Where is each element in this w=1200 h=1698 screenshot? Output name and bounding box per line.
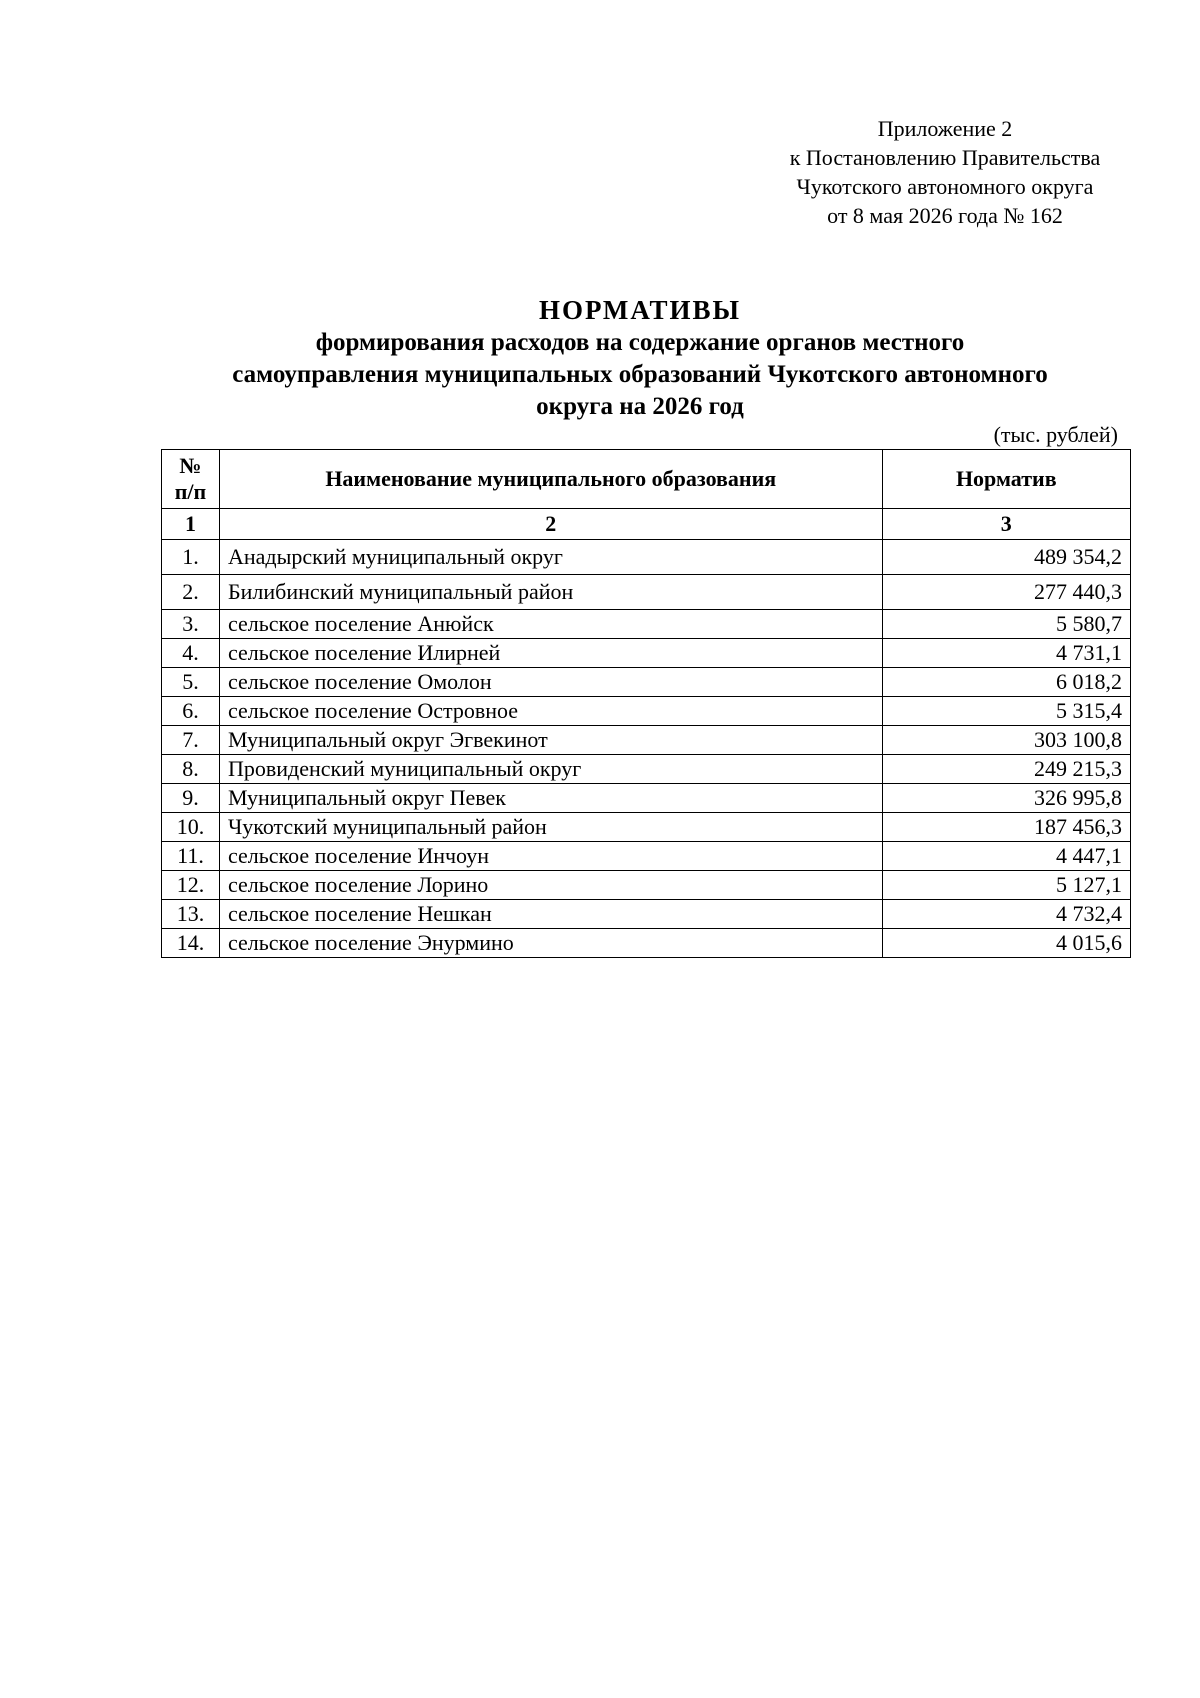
- title-subline: самоуправления муниципальных образований Чукотского автономного: [232, 361, 1048, 388]
- row-number: 7.: [162, 726, 220, 755]
- row-number: 2.: [162, 575, 220, 610]
- row-number: 5.: [162, 668, 220, 697]
- municipality-name: Муниципальный округ Эгвекинот: [219, 726, 882, 755]
- norm-value: 326 995,8: [882, 784, 1130, 813]
- header-num-line: п/п: [174, 479, 207, 504]
- appendix-line: к Постановлению Правительства: [789, 145, 1101, 170]
- row-number: 9.: [162, 784, 220, 813]
- table-row: [162, 610, 1131, 639]
- municipality-name: сельское поселение Лорино: [219, 871, 882, 900]
- municipality-name: сельское поселение Анюйск: [219, 610, 882, 639]
- table-row: [162, 929, 1131, 958]
- table-row: [162, 575, 1131, 610]
- appendix-line: Чукотского автономного округа: [796, 174, 1094, 199]
- table-row: [162, 540, 1131, 575]
- header-name: Наименование муниципального образования: [219, 450, 882, 509]
- municipality-name: Чукотский муниципальный район: [219, 813, 882, 842]
- municipality-name: сельское поселение Илирней: [219, 639, 882, 668]
- table-row: [162, 784, 1131, 813]
- norm-value: 5 315,4: [882, 697, 1130, 726]
- municipality-name: сельское поселение Энурмино: [219, 929, 882, 958]
- municipality-name: сельское поселение Инчоун: [219, 842, 882, 871]
- row-number: 3.: [162, 610, 220, 639]
- norm-value: 4 447,1: [882, 842, 1130, 871]
- municipality-name: сельское поселение Омолон: [219, 668, 882, 697]
- appendix-line: Приложение 2: [877, 116, 1013, 141]
- title-main: НОРМАТИВЫ: [538, 295, 742, 325]
- appendix-header: [760, 114, 1130, 230]
- header-num-line: №: [179, 453, 202, 478]
- row-number: 8.: [162, 755, 220, 784]
- units-label: (тыс. рублей): [993, 422, 1118, 447]
- norm-value: 6 018,2: [882, 668, 1130, 697]
- norm-value: 5 580,7: [882, 610, 1130, 639]
- norm-value: 5 127,1: [882, 871, 1130, 900]
- row-number: 14.: [162, 929, 220, 958]
- column-index: 1: [162, 509, 220, 540]
- norms-table: [161, 449, 1131, 958]
- row-number: 10.: [162, 813, 220, 842]
- appendix-line: от 8 мая 2026 года № 162: [827, 203, 1063, 228]
- table-row: [162, 871, 1131, 900]
- header-value: Норматив: [882, 450, 1130, 509]
- norm-value: 4 015,6: [882, 929, 1130, 958]
- row-number: 6.: [162, 697, 220, 726]
- table-row: [162, 900, 1131, 929]
- municipality-name: Билибинский муниципальный район: [219, 575, 882, 610]
- title-subline: формирования расходов на содержание органов местного: [315, 329, 965, 356]
- table-row: [162, 697, 1131, 726]
- norm-value: 303 100,8: [882, 726, 1130, 755]
- header-num: [162, 450, 220, 509]
- table-row: [162, 726, 1131, 755]
- norm-value: 4 731,1: [882, 639, 1130, 668]
- table-header-row: [162, 450, 1131, 509]
- column-index: 2: [219, 509, 882, 540]
- table-row: [162, 668, 1131, 697]
- row-number: 11.: [162, 842, 220, 871]
- row-number: 1.: [162, 540, 220, 575]
- column-index: 3: [882, 509, 1130, 540]
- table-row: [162, 813, 1131, 842]
- municipality-name: Муниципальный округ Певек: [219, 784, 882, 813]
- norm-value: 277 440,3: [882, 575, 1130, 610]
- column-index-row: [162, 509, 1131, 540]
- document-title: [150, 293, 1130, 423]
- row-number: 12.: [162, 871, 220, 900]
- norm-value: 489 354,2: [882, 540, 1130, 575]
- norm-value: 187 456,3: [882, 813, 1130, 842]
- table-row: [162, 842, 1131, 871]
- municipality-name: сельское поселение Нешкан: [219, 900, 882, 929]
- municipality-name: Провиденский муниципальный округ: [219, 755, 882, 784]
- norm-value: 4 732,4: [882, 900, 1130, 929]
- municipality-name: сельское поселение Островное: [219, 697, 882, 726]
- municipality-name: Анадырский муниципальный округ: [219, 540, 882, 575]
- norm-value: 249 215,3: [882, 755, 1130, 784]
- title-subline: округа на 2026 год: [536, 393, 744, 420]
- row-number: 13.: [162, 900, 220, 929]
- table-row: [162, 639, 1131, 668]
- table-row: [162, 755, 1131, 784]
- row-number: 4.: [162, 639, 220, 668]
